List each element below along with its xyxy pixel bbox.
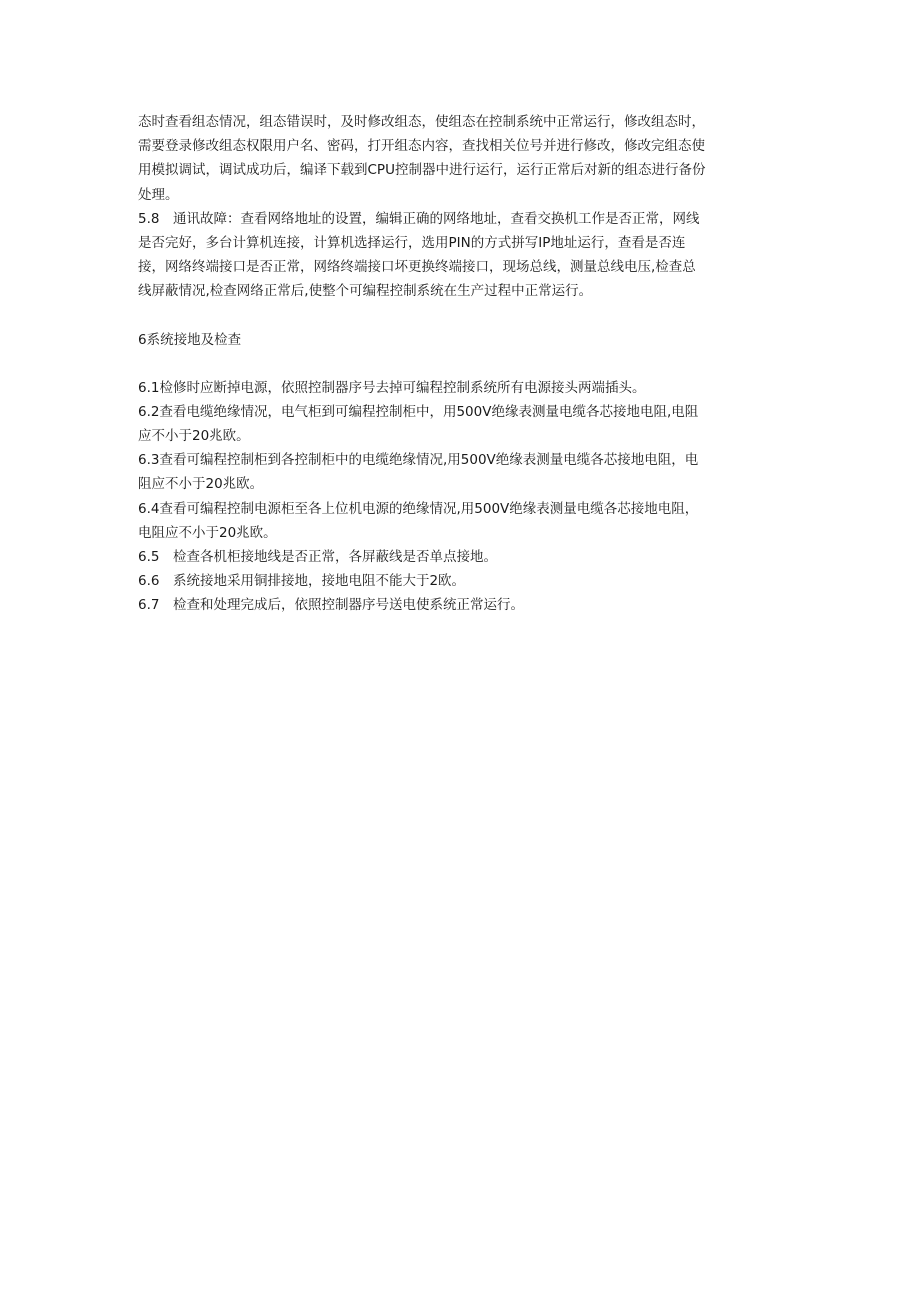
item-6-1 [138,376,794,400]
section-6-heading: 6系统接地及检查 [138,331,242,348]
spacer [138,304,794,328]
text-line: 5.8 通讯故障：查看网络地址的设置，编辑正确的网络地址，查看交换机工作是否正常，网线 [138,210,700,227]
item-6-2 [138,400,794,448]
text-line: 态时查看组态情况，组态错误时，及时修改组态，使组态在控制系统中正常运行，修改组态时， [138,114,705,130]
text-line: 需要登录修改组态权限用户名、密码，打开组态内容，查找相关位号并进行修改，修改完组态使 [138,138,705,155]
spacer [138,352,794,376]
text-line: 线屏蔽情况,检查网络正常后,使整个可编程控制系统在生产过程中正常运行。 [138,283,593,300]
text-line: 是否完好，多台计算机连接，计算机选择运行，选用PIN的方式拼写IP地址运行，查看是否连 [138,234,686,251]
paragraph-5-8-communication-fault [138,207,794,304]
item-6-4 [138,497,794,545]
paragraph-configuration-maintenance [138,110,794,207]
text-line: 6.2查看电缆绝缘情况，电气柜到可编程控制柜中，用500V绝缘表测量电缆各芯接地电阻,电阻 [138,403,699,420]
item-6-7 [138,593,794,617]
text-line: 阻应不小于20兆欧。 [138,476,264,493]
item-6-5 [138,545,794,569]
text-line: 处理。 [138,186,179,203]
text-line: 接，网络终端接口是否正常，网络终端接口坏更换终端接口，现场总线，测量总线电压,检查总 [138,259,696,276]
document-page [138,110,794,618]
text-line: 6.3查看可编程控制柜到各控制柜中的电缆绝缘情况,用500V绝缘表测量电缆各芯接地电阻，电 [138,452,699,469]
text-line: 6.1检修时应断掉电源，依照控制器序号去掉可编程控制系统所有电源接头两端插头。 [138,379,646,396]
text-line: 用模拟调试，调试成功后，编译下载到CPU控制器中进行运行，运行正常后对新的组态进行备份 [138,162,706,179]
text-line: 6.5 检查各机柜接地线是否正常，各屏蔽线是否单点接地。 [138,549,497,565]
item-6-6 [138,569,794,593]
text-line: 6.4查看可编程控制电源柜至各上位机电源的绝缘情况,用500V绝缘表测量电缆各芯接地电阻， [138,500,699,517]
text-line: 应不小于20兆欧。 [138,428,250,445]
text-line: 电阻应不小于20兆欧。 [138,524,277,541]
item-6-3 [138,448,794,496]
text-line: 6.7 检查和处理完成后，依照控制器序号送电使系统正常运行。 [138,597,524,614]
text-line: 6.6 系统接地采用铜排接地，接地电阻不能大于2欧。 [138,573,466,590]
